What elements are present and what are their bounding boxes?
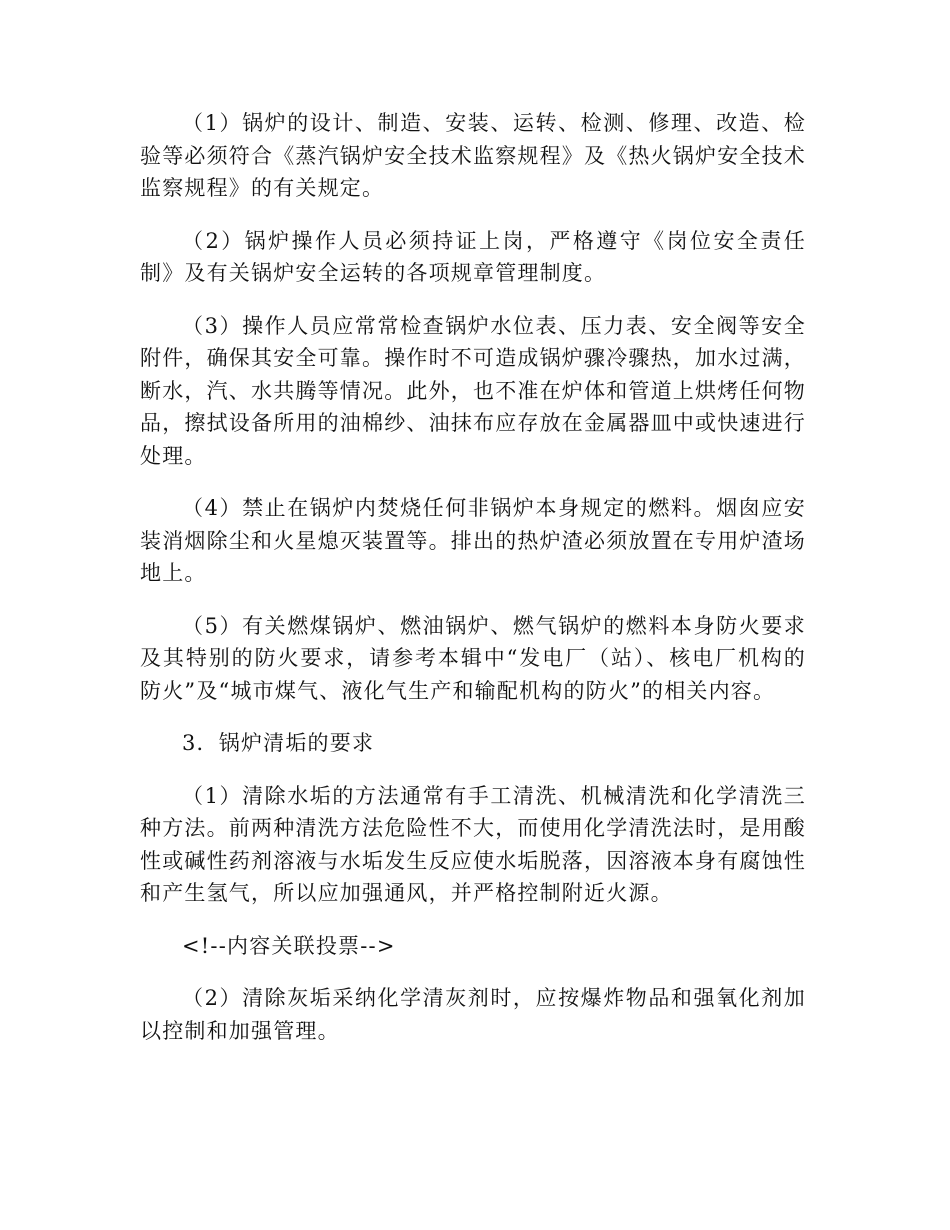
paragraph-fuel-restriction: （4）禁止在锅炉内焚烧任何非锅炉本身规定的燃料。烟囱应安装消烟除尘和火星熄灭装置等。排出的热炉渣必须放置在专用炉渣场地上。 xyxy=(140,496,806,585)
paragraph-operator-certification: （2）锅炉操作人员必须持证上岗，严格遵守《岗位安全责任制》及有关锅炉安全运转的各项规章管理制度。 xyxy=(140,228,806,285)
paragraph-fuel-fire-requirements: （5）有关燃煤锅炉、燃油锅炉、燃气锅炉的燃料本身防火要求及其特别的防火要求，请参考本辑中“发电厂（站）、核电厂机构的防火”及“城市煤气、液化气生产和输配机构的防火”的相关内容。 xyxy=(140,613,806,703)
paragraph-boiler-design-compliance: （1）锅炉的设计、制造、安装、运转、检测、修理、改造、检验等必须符合《蒸汽锅炉安全技术监察规程》及《热火锅炉安全技术监察规程》的有关规定。 xyxy=(140,111,806,200)
document-body xyxy=(140,107,806,1067)
paragraph-scale-removal-methods: （1）清除水垢的方法通常有手工清洗、机械清洗和化学清洗三种方法。前两种清洗方法危险性不大，而使用化学清洗法时，是用酸性或碱性药剂溶液与水垢发生反应使水垢脱落，因溶液本身有腐蚀性和产生氢气，所以应加强通风，并严格控制附近火源。 xyxy=(140,783,806,905)
section-heading-descaling: 3．锅炉清垢的要求 xyxy=(182,731,375,755)
html-comment-text: <!--内容关联投票--> xyxy=(182,933,396,958)
paragraph-safety-inspection: （3）操作人员应常常检查锅炉水位表、压力表、安全阀等安全附件，确保其安全可靠。操作时不可造成锅炉骤冷骤热，加水过满，断水，汽、水共腾等情况。此外，也不准在炉体和管道上烘烤任何物品，擦拭设备所用的油棉纱、油抹布应存放在金属器皿中或快速进行处理。 xyxy=(140,313,806,468)
paragraph-chemical-ash-cleaner: （2）清除灰垢采纳化学清灰剂时，应按爆炸物品和强氧化剂加以控制和加强管理。 xyxy=(140,986,806,1043)
